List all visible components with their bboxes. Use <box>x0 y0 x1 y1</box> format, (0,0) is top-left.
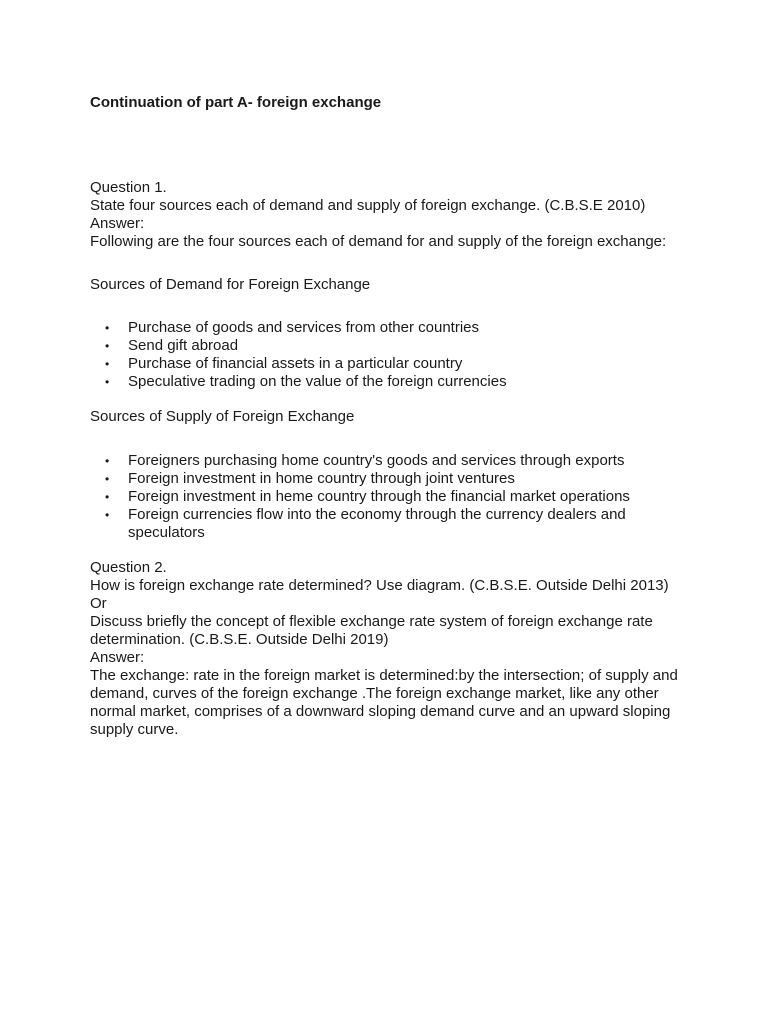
list-item <box>105 452 688 470</box>
question-2-or: Or <box>90 595 107 612</box>
bullet-icon: • <box>105 321 110 335</box>
question-2-alt-text: Discuss briefly the concept of flexible exchange rate system of foreign exchange rate determination. (C.B.S.E. Outside Delhi 2019) <box>90 613 653 648</box>
question-2-text: How is foreign exchange rate determined? Use diagram. (C.B.S.E. Outside Delhi 2013) <box>90 577 669 594</box>
bullet-icon: • <box>105 357 110 371</box>
bullet-icon: • <box>105 454 110 468</box>
supply-sources-heading: Sources of Supply of Foreign Exchange <box>90 408 355 425</box>
list-item-text: Send gift abroad <box>128 337 239 354</box>
question-1-answer-intro: Following are the four sources each of demand for and supply of the foreign exchange: <box>90 233 667 250</box>
list-item-text: Foreign investment in home country through joint ventures <box>128 470 515 487</box>
bullet-icon: • <box>105 375 110 389</box>
question-2-answer-label: Answer: <box>90 649 145 666</box>
list-item-text: Purchase of financial assets in a particular country <box>128 355 463 372</box>
list-item <box>105 337 688 355</box>
question-1-answer-label: Answer: <box>90 215 145 232</box>
list-item <box>105 470 688 488</box>
supply-sources-list <box>90 452 688 542</box>
question-2-block <box>90 559 680 739</box>
question-2-answer-text: The exchange: rate in the foreign market is determined:by the intersection; of supply and demand, curves of the foreign exchange .The foreign exchange market, like any other normal market, comprises of a downward sloping demand curve and an upward sloping supply curve. <box>90 667 678 738</box>
question-1-block <box>90 179 690 251</box>
question-2-label: Question 2. <box>90 559 167 576</box>
demand-sources-list <box>90 319 688 391</box>
document-title: Continuation of part A- foreign exchange <box>90 94 382 111</box>
list-item <box>105 488 688 506</box>
list-item <box>105 506 688 542</box>
list-item-text: Purchase of goods and services from other countries <box>128 319 480 336</box>
bullet-icon: • <box>105 508 110 522</box>
list-item <box>105 319 688 337</box>
question-1-text: State four sources each of demand and supply of foreign exchange. (C.B.S.E 2010) <box>90 197 646 214</box>
list-item-text: Foreign investment in heme country through the financial market operations <box>128 488 630 505</box>
bullet-icon: • <box>105 339 110 353</box>
list-item <box>105 373 688 391</box>
demand-sources-heading: Sources of Demand for Foreign Exchange <box>90 276 371 293</box>
bullet-icon: • <box>105 472 110 486</box>
list-item-text: Foreign currencies flow into the economy through the currency dealers and speculators <box>128 506 626 541</box>
list-item <box>105 355 688 373</box>
question-1-label: Question 1. <box>90 179 167 196</box>
bullet-icon: • <box>105 490 110 504</box>
list-item-text: Foreigners purchasing home country's goods and services through exports <box>128 452 625 469</box>
list-item-text: Speculative trading on the value of the foreign currencies <box>128 373 507 390</box>
